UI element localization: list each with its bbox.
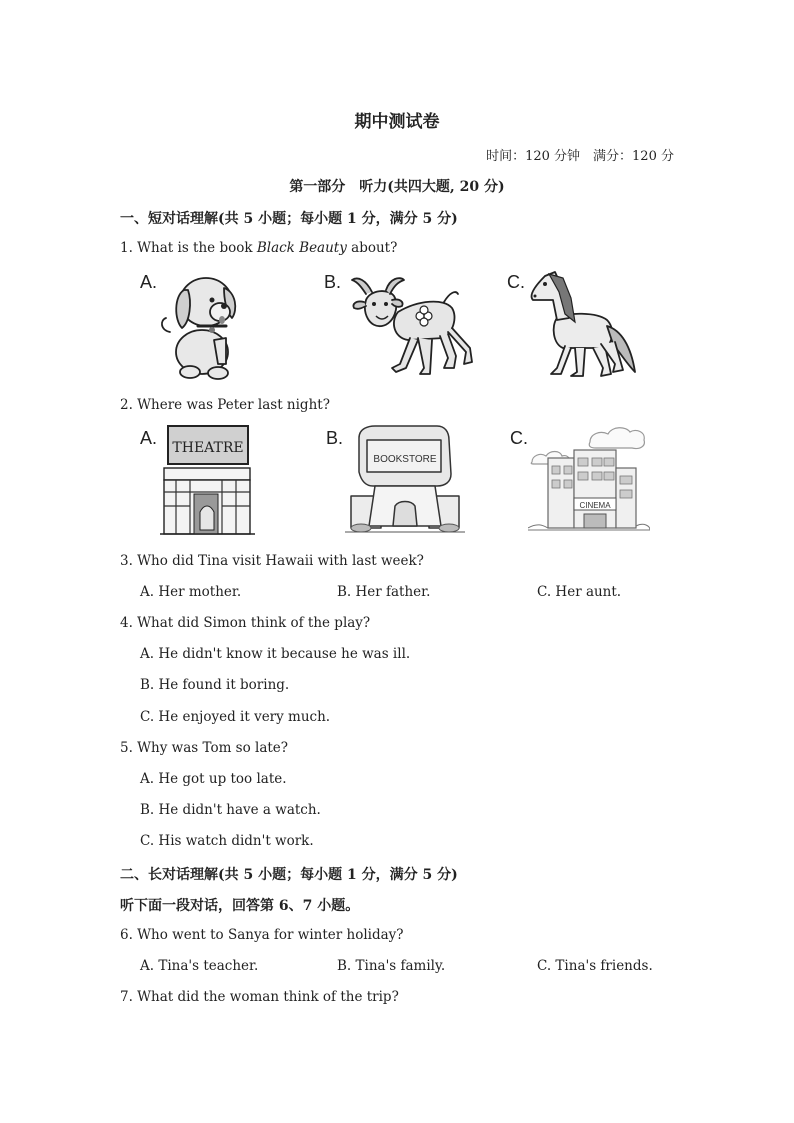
q4-option-a[interactable]: A. He didn't know it because he was ill. bbox=[140, 646, 411, 662]
q2-option-a-letter: A. bbox=[140, 428, 158, 448]
question-5: 5. Why was Tom so late? bbox=[120, 740, 289, 756]
section2-instruction: 听下面一段对话，回答第 6、7 小题。 bbox=[120, 898, 360, 914]
question-1 bbox=[120, 240, 397, 256]
question-3: 3. Who did Tina visit Hawaii with last week? bbox=[120, 553, 424, 569]
q3-option-c[interactable]: C. Her aunt. bbox=[537, 584, 622, 600]
q5-option-b[interactable]: B. He didn't have a watch. bbox=[140, 802, 321, 818]
bookstore-sign: BOOKSTORE bbox=[373, 454, 437, 465]
q1-option-b-letter: B. bbox=[324, 272, 342, 292]
question-4: 4. What did Simon think of the play? bbox=[120, 615, 371, 631]
horse-picture bbox=[527, 268, 639, 380]
q3-option-a[interactable]: A. Her mother. bbox=[140, 584, 242, 600]
theatre-picture bbox=[160, 422, 255, 537]
q6-option-c[interactable]: C. Tina's friends. bbox=[537, 958, 653, 974]
cinema-sign: CINEMA bbox=[579, 501, 611, 510]
part-title: 第一部分 听力(共四大题, 20 分) bbox=[289, 179, 505, 195]
question-6: 6. Who went to Sanya for winter holiday? bbox=[120, 927, 404, 943]
q2-option-c-letter: C. bbox=[510, 428, 528, 448]
q5-option-c[interactable]: C. His watch didn't work. bbox=[140, 833, 314, 849]
q2-option-b-letter: B. bbox=[326, 428, 344, 448]
cinema-picture bbox=[528, 422, 650, 537]
bookstore-picture bbox=[345, 422, 465, 537]
section1-heading: 一、短对话理解(共 5 小题；每小题 1 分，满分 5 分) bbox=[120, 211, 458, 227]
q1-option-c-letter: C. bbox=[507, 272, 525, 292]
q3-option-b[interactable]: B. Her father. bbox=[337, 584, 431, 600]
dog-picture bbox=[160, 272, 245, 382]
q5-option-a[interactable]: A. He got up too late. bbox=[140, 771, 287, 787]
question-1-suffix: about? bbox=[346, 240, 398, 256]
question-1-prefix: 1. What is the book bbox=[120, 240, 257, 256]
q6-option-b[interactable]: B. Tina's family. bbox=[337, 958, 446, 974]
q6-option-a[interactable]: A. Tina's teacher. bbox=[140, 958, 259, 974]
exam-meta: 时间：120 分钟 满分：120 分 bbox=[486, 149, 674, 164]
question-7: 7. What did the woman think of the trip? bbox=[120, 989, 399, 1005]
goat-picture bbox=[348, 272, 473, 382]
q1-option-a-letter: A. bbox=[140, 272, 158, 292]
book-title: Black Beauty bbox=[256, 240, 347, 256]
section2-heading: 二、长对话理解(共 5 小题；每小题 1 分，满分 5 分) bbox=[120, 867, 458, 883]
theatre-sign: THEATRE bbox=[172, 440, 244, 456]
q4-option-c[interactable]: C. He enjoyed it very much. bbox=[140, 709, 331, 725]
page-title: 期中测试卷 bbox=[354, 112, 440, 132]
q4-option-b[interactable]: B. He found it boring. bbox=[140, 677, 290, 693]
question-2: 2. Where was Peter last night? bbox=[120, 397, 330, 413]
